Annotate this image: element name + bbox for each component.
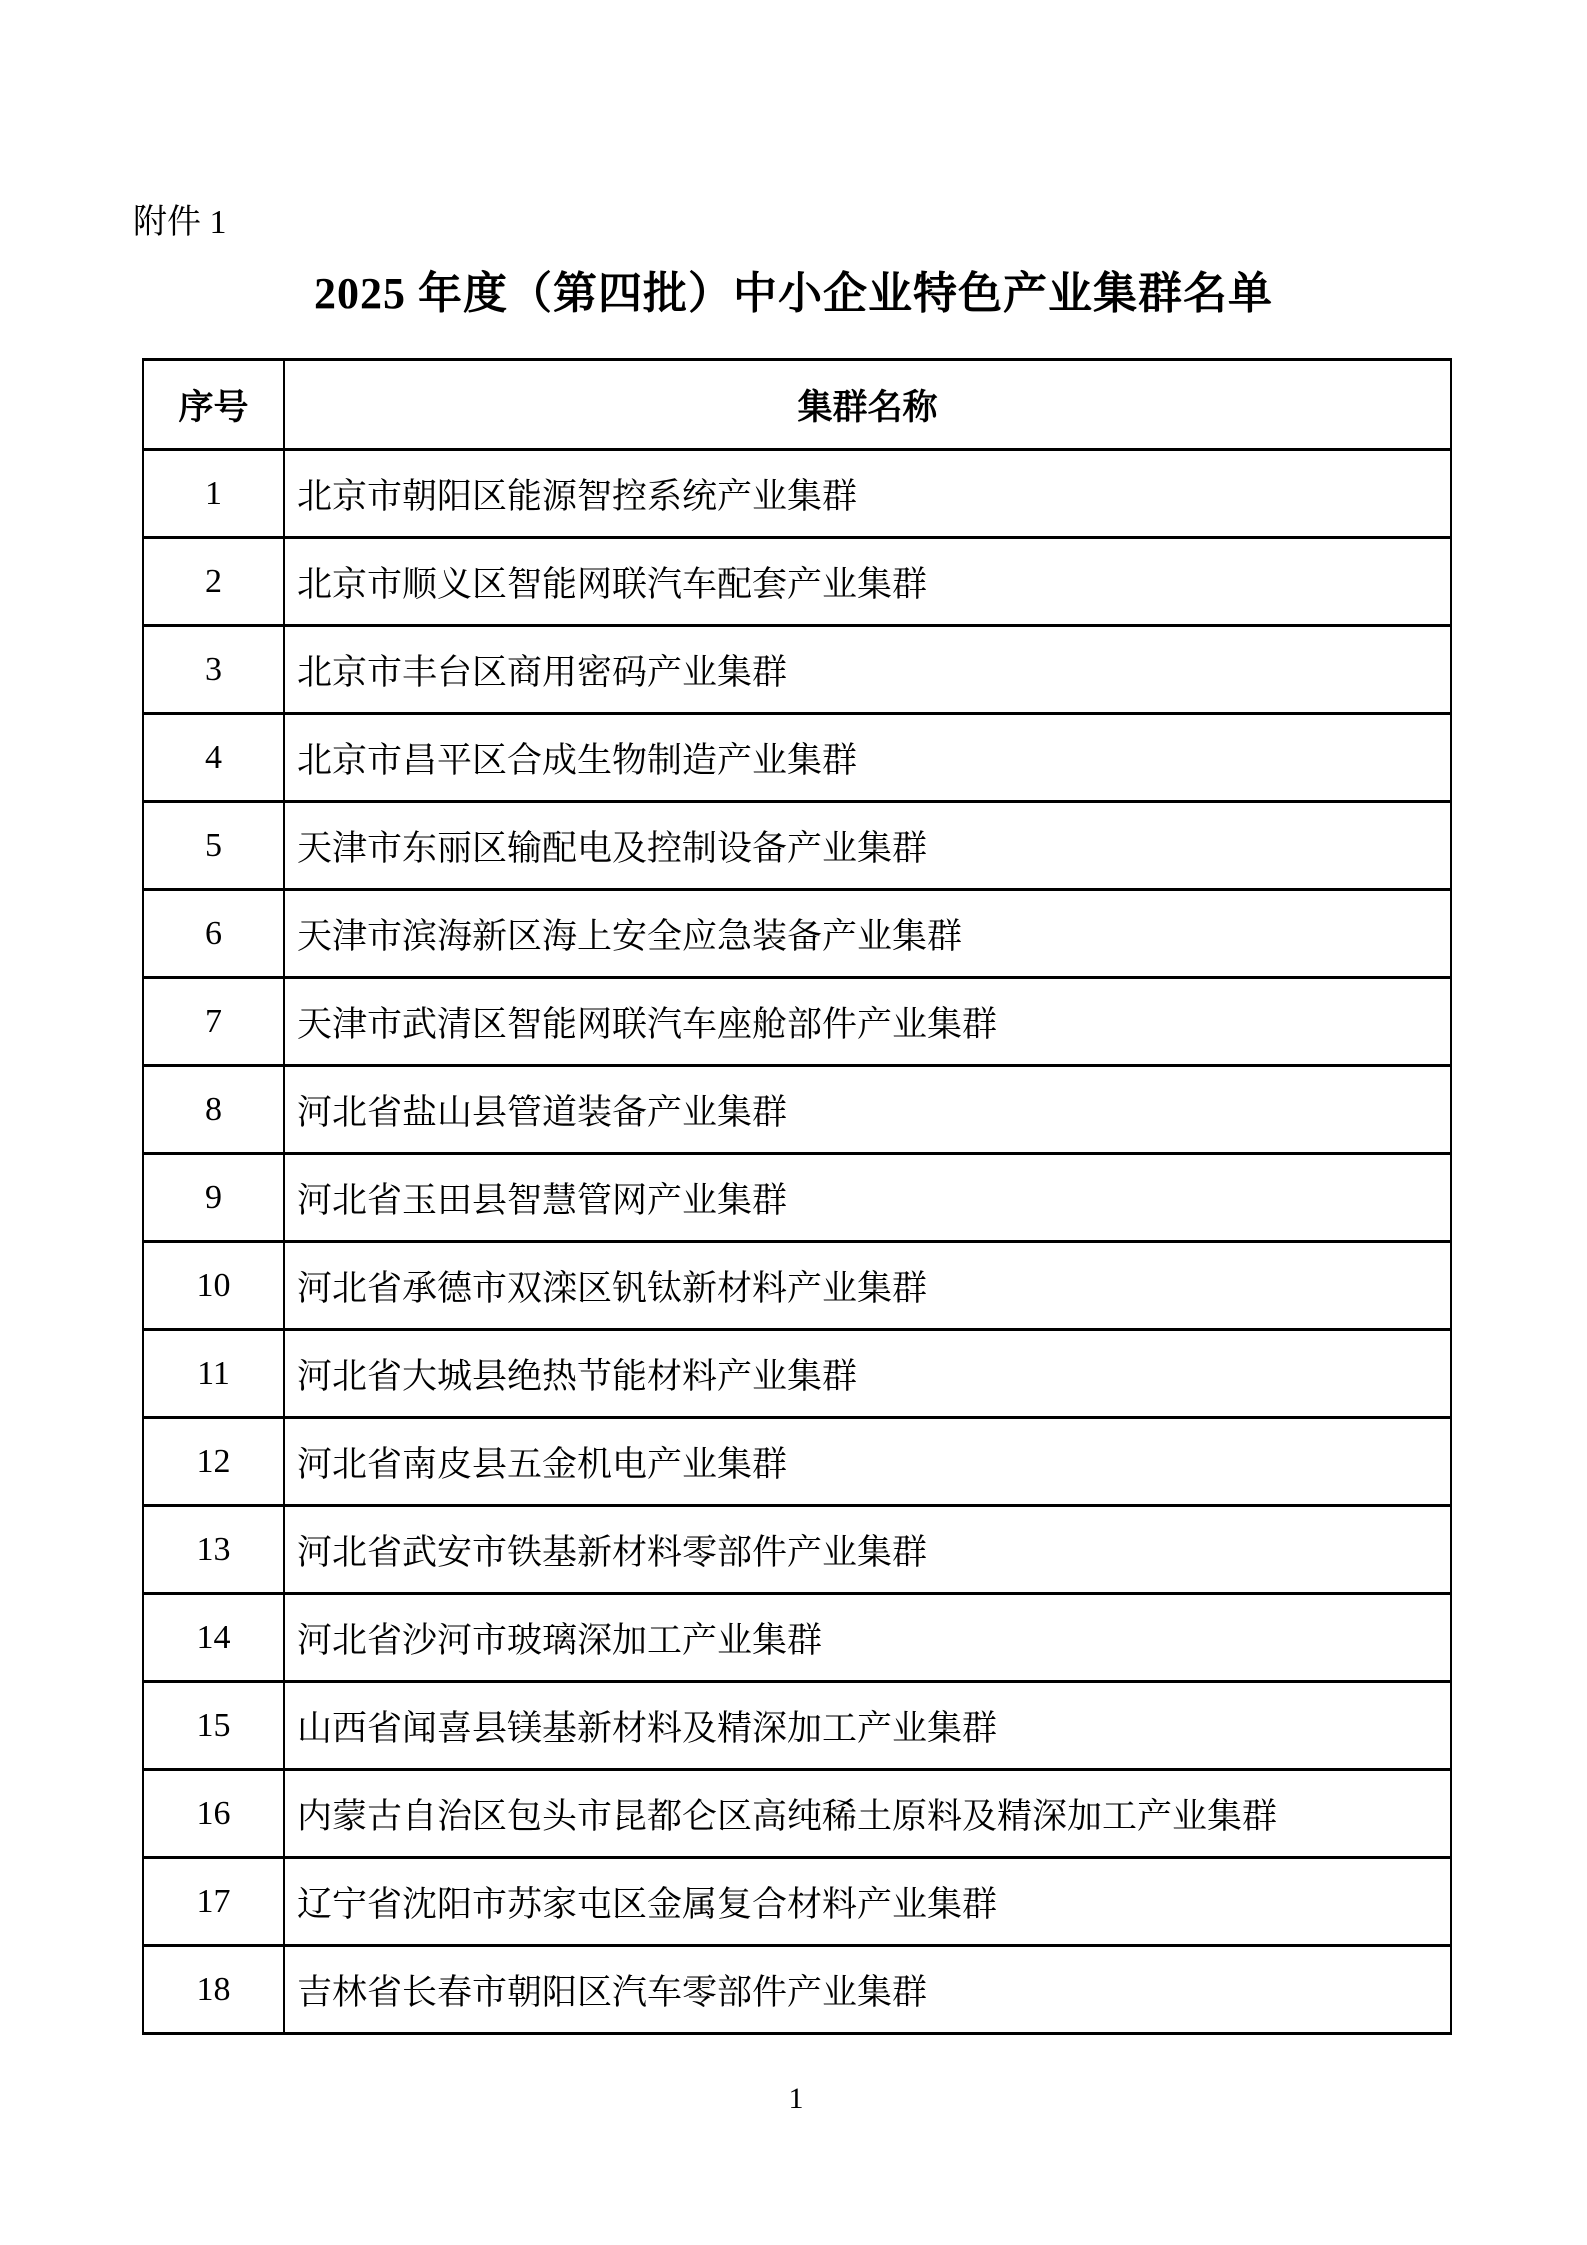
row-cluster-name: 辽宁省沈阳市苏家屯区金属复合材料产业集群 [284,1858,1451,1946]
row-serial-number: 18 [143,1946,284,2034]
table-row [143,802,1451,890]
row-serial-number: 5 [143,802,284,890]
row-serial-number: 14 [143,1594,284,1682]
row-serial-number: 3 [143,626,284,714]
row-cluster-name: 天津市东丽区输配电及控制设备产业集群 [284,802,1451,890]
table-row [143,1946,1451,2034]
row-serial-number: 12 [143,1418,284,1506]
table-row [143,978,1451,1066]
row-cluster-name: 河北省玉田县智慧管网产业集群 [284,1154,1451,1242]
page-number: 1 [788,2082,804,2115]
row-cluster-name: 河北省南皮县五金机电产业集群 [284,1418,1451,1506]
table-body [143,450,1451,2034]
table-row [143,626,1451,714]
table-row [143,538,1451,626]
table-row [143,450,1451,538]
header-cluster-name: 集群名称 [284,360,1451,450]
table-row [143,890,1451,978]
table-row [143,1858,1451,1946]
row-cluster-name: 河北省沙河市玻璃深加工产业集群 [284,1594,1451,1682]
table-row [143,1330,1451,1418]
row-cluster-name: 北京市朝阳区能源智控系统产业集群 [284,450,1451,538]
attachment-label: 附件 1 [133,204,227,241]
table-row [143,1242,1451,1330]
table-row [143,1682,1451,1770]
row-serial-number: 8 [143,1066,284,1154]
row-serial-number: 9 [143,1154,284,1242]
table-row [143,1770,1451,1858]
row-serial-number: 11 [143,1330,284,1418]
table-row [143,1418,1451,1506]
header-serial-number: 序号 [143,360,284,450]
row-serial-number: 7 [143,978,284,1066]
page-title: 2025 年度（第四批）中小企业特色产业集群名单 [314,269,1273,318]
row-cluster-name: 河北省大城县绝热节能材料产业集群 [284,1330,1451,1418]
table-row [143,1594,1451,1682]
row-serial-number: 13 [143,1506,284,1594]
cluster-table [142,358,1452,2035]
table-row [143,1066,1451,1154]
row-serial-number: 10 [143,1242,284,1330]
row-cluster-name: 北京市昌平区合成生物制造产业集群 [284,714,1451,802]
row-cluster-name: 北京市丰台区商用密码产业集群 [284,626,1451,714]
row-serial-number: 4 [143,714,284,802]
row-cluster-name: 山西省闻喜县镁基新材料及精深加工产业集群 [284,1682,1451,1770]
row-cluster-name: 北京市顺义区智能网联汽车配套产业集群 [284,538,1451,626]
row-cluster-name: 河北省武安市铁基新材料零部件产业集群 [284,1506,1451,1594]
row-serial-number: 2 [143,538,284,626]
row-cluster-name: 河北省盐山县管道装备产业集群 [284,1066,1451,1154]
row-cluster-name: 吉林省长春市朝阳区汽车零部件产业集群 [284,1946,1451,2034]
row-cluster-name: 内蒙古自治区包头市昆都仑区高纯稀土原料及精深加工产业集群 [284,1770,1451,1858]
table-row [143,1154,1451,1242]
row-serial-number: 16 [143,1770,284,1858]
table-row [143,1506,1451,1594]
row-serial-number: 15 [143,1682,284,1770]
table-row [143,714,1451,802]
row-serial-number: 6 [143,890,284,978]
table-header-row [143,360,1451,450]
row-cluster-name: 河北省承德市双滦区钒钛新材料产业集群 [284,1242,1451,1330]
row-cluster-name: 天津市武清区智能网联汽车座舱部件产业集群 [284,978,1451,1066]
row-cluster-name: 天津市滨海新区海上安全应急装备产业集群 [284,890,1451,978]
row-serial-number: 1 [143,450,284,538]
row-serial-number: 17 [143,1858,284,1946]
